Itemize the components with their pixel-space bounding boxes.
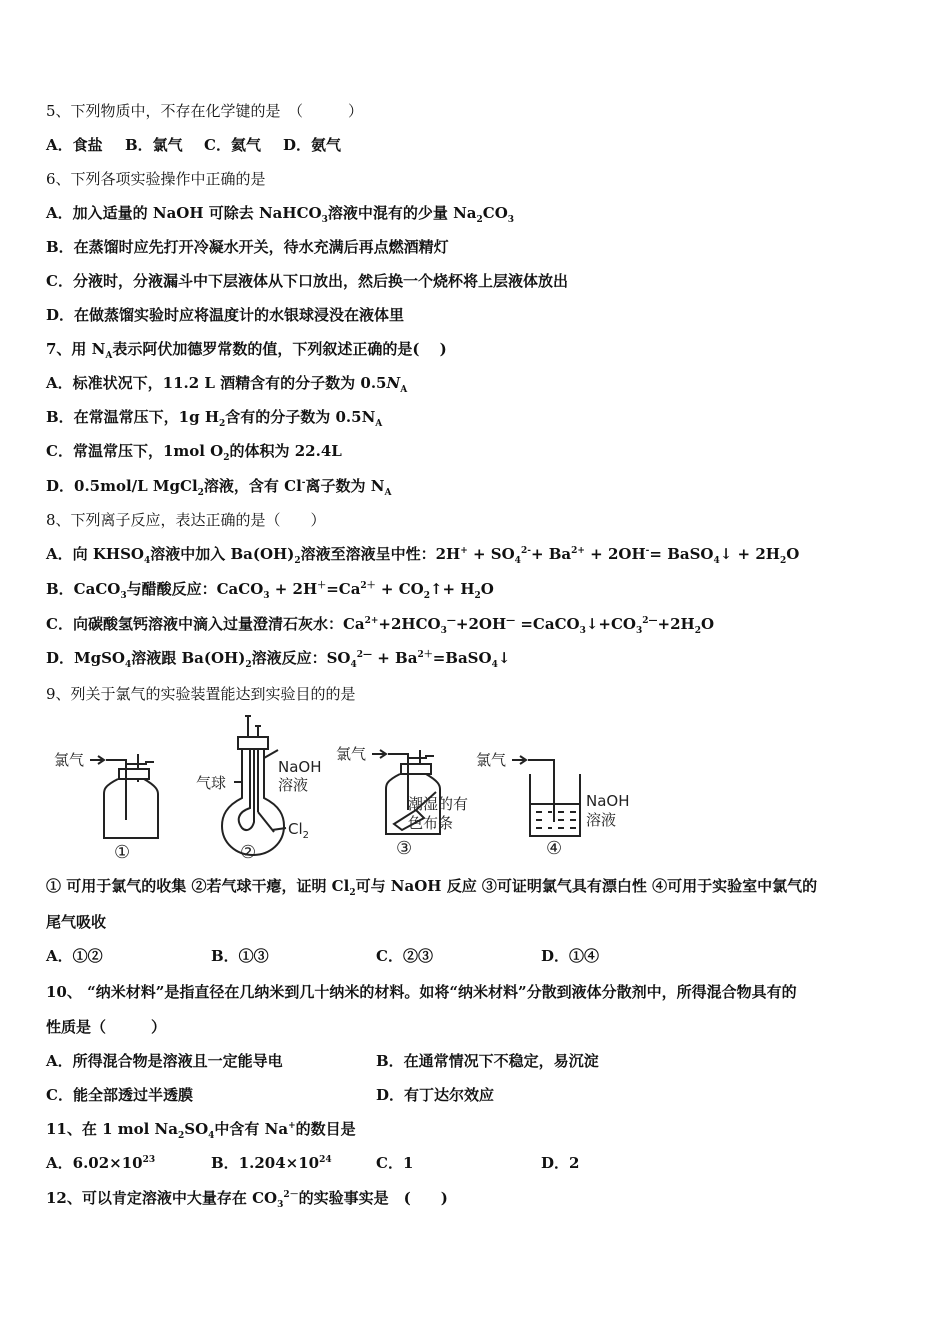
fig4-chlorine-label: 氯气 <box>476 751 507 769</box>
fig1-number: ① <box>114 842 131 863</box>
q10-option-c: C．能全部透过半透膜 <box>46 1086 193 1104</box>
q7-option-b: B．在常温常压下，1g $H_2$含有的分子数为 $0.5N_A$ <box>46 408 383 429</box>
q8-option-a: A．向 $KHSO_4$溶液中加入 $Ba(OH)_2$溶液至溶液呈中性：$2H^+ + SO_4^{2-}+ Ba^{2+} + 2OH^-=$ BaSO$_4$↓ + $2H_2O$ <box>46 545 800 566</box>
apparatus-4-beaker-naoh <box>476 751 630 836</box>
fig3-chlorine-label: 氯气 <box>336 745 367 763</box>
q10-option-d: D．有丁达尔效应 <box>376 1086 495 1104</box>
q7-option-d: D．0.5mol/L MgCl$_2$溶液，含有 Cl-离子数为 $N_A$ <box>46 477 392 498</box>
q9-option-d: D．①④ <box>541 947 600 965</box>
q7-stem: 7、用 $N_A$表示阿伏加德罗常数的值，下列叙述正确的是( ) <box>46 340 447 361</box>
q6-option-d: D．在做蒸馏实验时应将温度计的水银球浸没在液体里 <box>46 306 405 324</box>
q6-option-b: B．在蒸馏时应先打开冷凝水开关，待水充满后再点燃酒精灯 <box>46 238 449 256</box>
q9-option-b: B．①③ <box>211 947 269 965</box>
fig2-solution-label: 溶液 <box>278 776 309 794</box>
fig4-number: ④ <box>546 838 563 859</box>
q8-option-b: B．CaCO$_3$与醋酸反应：CaCO$_3$ + $2H^+=Ca^{2+}$ + $CO_2↑+ H_2O$ <box>46 580 494 601</box>
q5-stem: 5、下列物质中，不存在化学键的是 （ ） <box>46 102 364 120</box>
q8-stem: 8、下列离子反应，表达正确的是（ ） <box>46 511 326 529</box>
q8-option-c: C．向碳酸氢钙溶液中滴入过量澄清石灰水：$Ca^{2+}+2HCO_3^—+2OH^—$ $=CaCO_3↓+CO_3^{2—}+2H_2O$ <box>46 615 715 636</box>
q11-option-d: D．2 <box>541 1154 580 1172</box>
fig2-number: ② <box>240 842 257 863</box>
q5-option-b: B．氯气 <box>125 136 183 154</box>
fig3-cloth-label-2: 色布条 <box>408 814 454 832</box>
q6-option-a: A．加入适量的 NaOH 可除去 NaHCO$_3$溶液中混有的少量 $Na_2CO_3$ <box>46 204 515 225</box>
q9-description-line1: ① 可用于氯气的收集 ②若气球干瘪，证明 $Cl_2$可与 NaOH 反应 ③可证明氯气具有漂白性 ④可用于实验室中氯气的 <box>46 877 818 898</box>
fig4-solution-label: 溶液 <box>586 811 617 829</box>
q10-stem-line1: 10、 “纳米材料”是指直径在几纳米到几十纳米的材料。如将“纳米材料”分散到液体分散剂中，所得混合物具有的 <box>46 983 797 1001</box>
fig3-number: ③ <box>396 838 413 859</box>
apparatus-1-gas-bottle <box>54 751 158 838</box>
fig4-naoh-label: NaOH <box>586 792 630 810</box>
q5-option-c: C．氦气 <box>204 136 261 154</box>
q9-option-c: C．②③ <box>376 947 433 965</box>
fig2-naoh-label: NaOH <box>278 758 322 776</box>
q11-stem: 11、在 1 mol $Na_2SO_4$中含有 Na+的数目是 <box>46 1120 356 1141</box>
q5-option-a: A．食盐 <box>46 136 103 154</box>
q10-option-a: A．所得混合物是溶液且一定能导电 <box>46 1052 283 1070</box>
q10-option-b: B．在通常情况下不稳定，易沉淀 <box>376 1052 599 1070</box>
q9-option-a: A．①② <box>46 947 103 965</box>
q11-option-b: B．$1.204\times 10^{24}$ <box>211 1154 332 1172</box>
q5-option-d: D．氨气 <box>283 136 342 154</box>
q11-option-a: A．$6.02\times 10^{23}$ <box>46 1154 156 1172</box>
q8-option-d: D．MgSO$_4$溶液跟 $Ba(OH)_2$溶液反应：$SO_4^{2—}$ + $Ba^{2+}=BaSO_4↓$ <box>46 649 511 670</box>
apparatus-3-bottle-cloth <box>336 745 468 834</box>
q12-stem: 12、可以肯定溶液中大量存在 $CO_3^{2-}$的实验事实是 ( ) <box>46 1189 448 1210</box>
fig2-balloon-label: 气球 <box>196 774 227 792</box>
q9-description-line2: 尾气吸收 <box>46 913 107 931</box>
fig1-chlorine-label: 氯气 <box>54 751 85 769</box>
fig3-cloth-label-1: 潮湿的有 <box>408 795 469 813</box>
q9-apparatus-figure <box>46 712 686 867</box>
fig2-cl2-label: $Cl_2$ <box>288 820 310 841</box>
q9-stem: 9、列关于氯气的实验装置能达到实验目的的是 <box>46 685 356 703</box>
apparatus-2-flask-balloon <box>196 716 322 855</box>
q6-option-c: C．分液时，分液漏斗中下层液体从下口放出，然后换一个烧杯将上层液体放出 <box>46 272 568 290</box>
q11-option-c: C．1 <box>376 1154 414 1172</box>
q7-option-c: C．常温常压下，1mol $O_2$的体积为 22.4L <box>46 442 342 463</box>
q7-option-a: A．标准状况下，11.2 L 酒精含有的分子数为 $0.5N_A$ <box>46 374 408 395</box>
q6-stem: 6、下列各项实验操作中正确的是 <box>46 170 266 188</box>
q10-stem-line2: 性质是（ ） <box>46 1018 167 1036</box>
